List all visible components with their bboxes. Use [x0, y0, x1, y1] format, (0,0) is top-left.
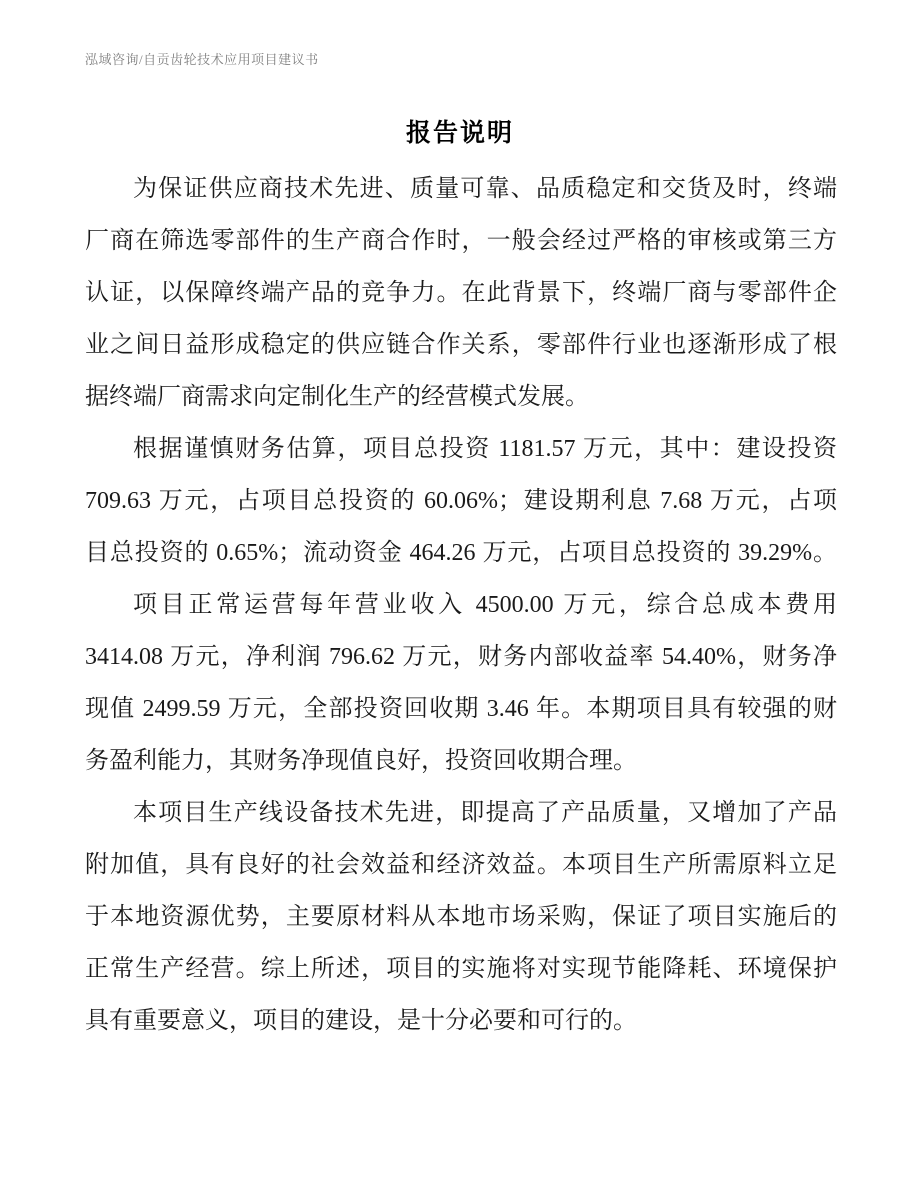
text-line: 本项目生产线设备技术先进，即提高了产品质量，又增加了产品 [133, 800, 837, 826]
text-line: 厂商在筛选零部件的生产商合作时，一般会经过严格的审核或第三方 [85, 228, 837, 254]
text-line: 附加值，具有良好的社会效益和经济效益。本项目生产所需原料立足 [85, 852, 837, 878]
paragraph [85, 163, 837, 423]
page-title: 报告说明 [405, 120, 514, 147]
text-line: 3414.08 万元，净利润 796.62 万元，财务内部收益率 54.40%，财务净 [85, 644, 837, 670]
text-line: 认证，以保障终端产品的竞争力。在此背景下，终端厂商与零部件企 [85, 280, 837, 306]
text-line: 项目正常运营每年营业收入 4500.00 万元，综合总成本费用 [133, 592, 837, 618]
report-body [85, 163, 837, 1047]
text-line: 据终端厂商需求向定制化生产的经营模式发展。 [85, 384, 589, 410]
text-line: 正常生产经营。综上所述，项目的实施将对实现节能降耗、环境保护 [85, 956, 837, 982]
text-line: 709.63 万元，占项目总投资的 60.06%；建设期利息 7.68 万元，占项 [85, 488, 837, 514]
text-line: 根据谨慎财务估算，项目总投资 1181.57 万元，其中：建设投资 [133, 436, 837, 462]
text-line: 于本地资源优势，主要原材料从本地市场采购，保证了项目实施后的 [85, 904, 837, 930]
text-line: 为保证供应商技术先进、质量可靠、品质稳定和交货及时，终端 [133, 176, 837, 202]
text-line: 务盈利能力，其财务净现值良好，投资回收期合理。 [85, 748, 637, 774]
paragraph [85, 423, 837, 579]
paragraph [85, 579, 837, 787]
paragraph [85, 787, 837, 1047]
text-line: 业之间日益形成稳定的供应链合作关系，零部件行业也逐渐形成了根 [85, 332, 837, 358]
text-line: 具有重要意义，项目的建设，是十分必要和可行的。 [85, 1008, 637, 1034]
text-line: 现值 2499.59 万元，全部投资回收期 3.46 年。本期项目具有较强的财 [85, 696, 837, 722]
text-line: 目总投资的 0.65%；流动资金 464.26 万元，占项目总投资的 39.29%。 [85, 540, 837, 566]
page-header: 泓域咨询/自贡齿轮技术应用项目建议书 [85, 52, 319, 67]
